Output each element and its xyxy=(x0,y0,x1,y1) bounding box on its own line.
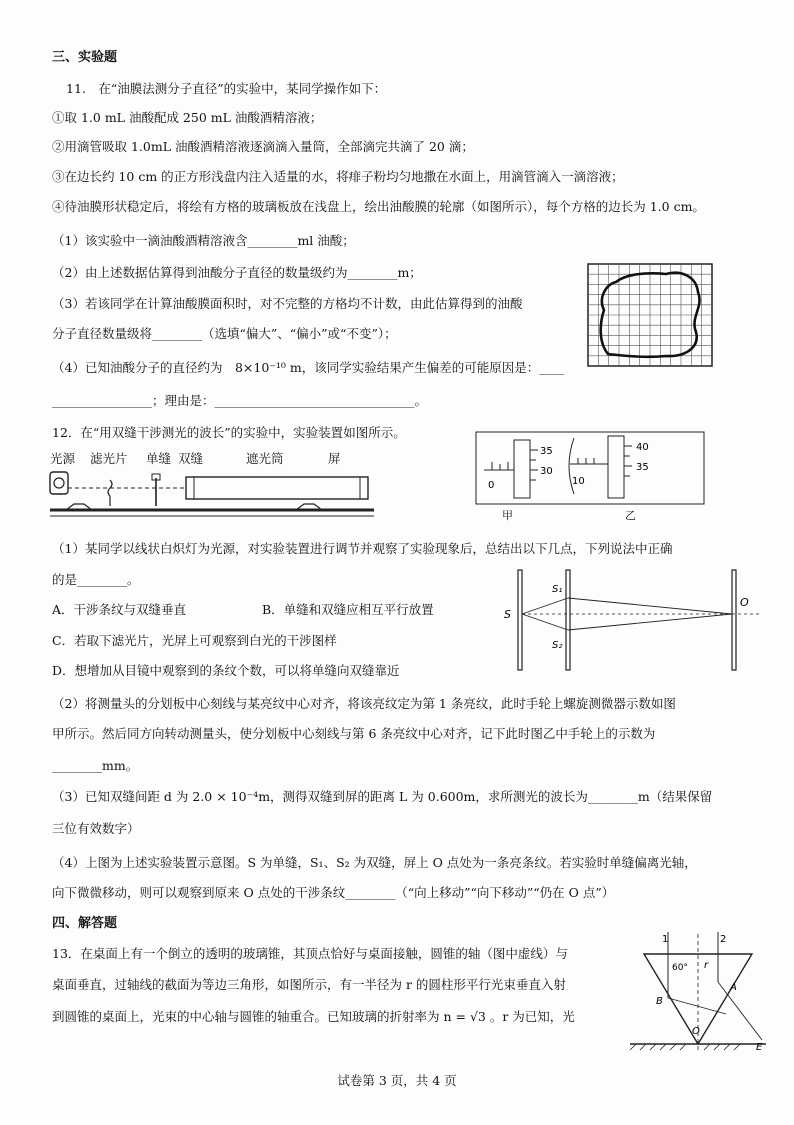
section-title-solutions: 四、解答题 xyxy=(52,916,118,931)
label-single-slit: 单缝 xyxy=(146,451,172,466)
q11-step4: ④待油膜形状稳定后，将绘有方格的玻璃板放在浅盘上，绘出油酸膜的轮廓（如图所示），每个方格的边长为 1.0 cm。 xyxy=(52,199,705,214)
q12-option-d: D．想增加从目镜中观察到的条纹个数，可以将单缝向双缝靠近 xyxy=(52,663,400,678)
label-O: O xyxy=(740,596,749,609)
q13-line2: 桌面垂直，过轴线的截面为等边三角形，如图所示，有一半径为 r 的圆柱形平行光束垂直入射 xyxy=(52,977,566,992)
caption-jia: 甲 xyxy=(502,509,513,522)
yi-main-scale: 10 xyxy=(572,476,585,487)
label-filter: 滤光片 xyxy=(90,451,128,466)
yi-tick-40: 40 xyxy=(636,442,649,453)
q12-part1b: 的是________。 xyxy=(52,572,140,587)
label-hood: 遮光筒 xyxy=(246,451,284,466)
label-double-slit: 双缝 xyxy=(178,451,204,466)
q11-part2: （2）由上述数据估算得到油酸分子直径的数量级约为________m； xyxy=(52,265,422,280)
cone-r-label: r xyxy=(704,960,709,971)
q12-part3a: （3）已知双缝间距 d 为 2.0 × 10⁻⁴m，测得双缝到屏的距离 L 为 0.600m，求所测光的波长为________m（结果保留 xyxy=(52,789,713,804)
cone-B-label: B xyxy=(656,996,663,1007)
double-slit-schematic-figure xyxy=(500,566,762,674)
q12-part2c: ________mm。 xyxy=(52,758,139,773)
label-screen: 屏 xyxy=(328,451,341,466)
caption-yi: 乙 xyxy=(625,509,636,522)
q11-part3b: 分子直径数量级将________（选填“偏大”、“偏小”或“不变”）； xyxy=(52,326,397,341)
q13-line1: 13．在桌面上有一个倒立的透明的玻璃锥，其顶点恰好与桌面接触，圆锥的轴（图中虚线）与 xyxy=(52,946,568,961)
cone-ray2-label: 2 xyxy=(720,934,727,945)
q11-part3a: （3）若该同学在计算油酸膜面积时，对不完整的方格均不计数，由此估算得到的油酸 xyxy=(52,296,523,311)
q11-part4b: ________________；理由是：________________________________。 xyxy=(52,393,428,408)
micrometer-readings-figure xyxy=(474,428,714,508)
q12-part1a: （1）某同学以线状白炽灯为光源，对实验装置进行调节并观察了实验现象后，总结出以下几点，下列说法中正确 xyxy=(52,541,673,556)
label-light-source: 光源 xyxy=(50,451,76,466)
jia-main-scale: 0 xyxy=(488,480,495,491)
q12-part3b: 三位有效数字） xyxy=(52,821,140,836)
jia-tick-30: 30 xyxy=(540,466,553,477)
q11-step2: ②用滴管吸取 1.0mL 油酸酒精溶液逐滴滴入量筒，全部滴完共滴了 20 滴； xyxy=(52,139,474,154)
page-footer: 试卷第 3 页，共 4 页 xyxy=(337,1073,457,1088)
q11-stem: 11. 在“油膜法测分子直径”的实验中，某同学操作如下： xyxy=(66,81,387,96)
q12-part4b: 向下微微移动，则可以观察到原来 O 点处的干涉条纹________（“向上移动”“向下移动”“仍在 O 点”） xyxy=(52,885,615,900)
label-S2: S₂ xyxy=(552,640,563,651)
cone-E-label: E xyxy=(756,1042,763,1052)
label-S1: S₁ xyxy=(552,584,563,595)
q11-step3: ③在边长约 10 cm 的正方形浅盘内注入适量的水，将痱子粉均匀地撒在水面上，用滴管滴入一滴溶液； xyxy=(52,169,624,184)
cone-ray1-label: 1 xyxy=(662,934,669,945)
label-S: S xyxy=(504,608,511,621)
q11-step1: ①取 1.0 mL 油酸配成 250 mL 油酸酒精溶液； xyxy=(52,110,323,125)
cone-O-label: O xyxy=(692,1026,700,1037)
q12-part4a: （4）上图为上述实验装置示意图。S 为单缝，S₁、S₂ 为双缝，屏上 O 点处为一条亮条纹。若实验时单缝偏离光轴， xyxy=(52,855,697,870)
cone-angle-label: 60° xyxy=(672,963,688,973)
jia-tick-35: 35 xyxy=(540,446,553,457)
q12-part2b: 甲所示。然后同方向转动测量头，使分划板中心刻线与第 6 条亮纹中心对齐，记下此时图乙中手轮上的示数为 xyxy=(52,726,656,741)
q12-stem: 12．在“用双缝干涉测光的波长”的实验中，实验装置如图所示。 xyxy=(52,425,406,440)
q12-option-c: C．若取下滤光片，光屏上可观察到白光的干涉图样 xyxy=(52,633,337,648)
q11-part1: （1）该实验中一滴油酸酒精溶液含________ml 油酸； xyxy=(52,233,355,248)
q12-part2a: （2）将测量头的分划板中心刻线与某亮纹中心对齐，将该亮纹定为第 1 条亮纹，此时手轮上螺旋测微器示数如图 xyxy=(52,696,676,711)
cone-A-label: A xyxy=(730,982,737,993)
q13-line3: 到圆锥的桌面上，光束的中心轴与圆锥的轴重合。已知玻璃的折射率为 n = √3 。r 为已知，光 xyxy=(52,1009,575,1024)
q12-option-b: B．单缝和双缝应相互平行放置 xyxy=(262,602,434,617)
q12-option-a: A．干涉条纹与双缝垂直 xyxy=(52,602,187,617)
section-title-experiment: 三、实验题 xyxy=(52,50,118,65)
q11-part4a: （4）已知油酸分子的直径约为 8×10⁻¹⁰ m，该同学实验结果产生偏差的可能原因是：____ xyxy=(52,360,565,375)
double-slit-apparatus-figure xyxy=(46,468,378,526)
glass-cone-figure xyxy=(626,928,770,1052)
yi-tick-35: 35 xyxy=(636,462,649,473)
oil-film-grid-figure xyxy=(586,262,718,370)
